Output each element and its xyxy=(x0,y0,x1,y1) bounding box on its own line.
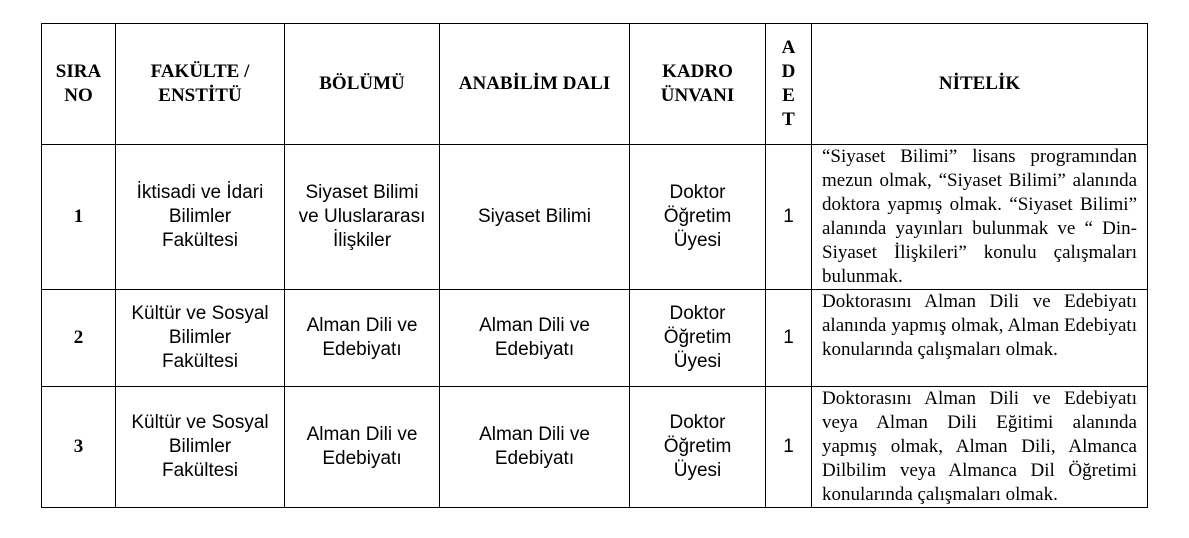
cell-bolum: Siyaset Bilimi ve Uluslararası İlişkiler xyxy=(285,145,440,290)
cell-fakulte: Kültür ve Sosyal Bilimler Fakültesi xyxy=(116,290,285,387)
header-kadro-unvani: KADRO ÜNVANI xyxy=(630,24,766,145)
cell-bolum: Alman Dili ve Edebiyatı xyxy=(285,387,440,508)
header-adet: A D E T xyxy=(766,24,812,145)
header-nitelik: NİTELİK xyxy=(812,24,1148,145)
cell-kadro: Doktor Öğretim Üyesi xyxy=(630,387,766,508)
cell-adet: 1 xyxy=(766,145,812,290)
cell-sira: 3 xyxy=(42,387,116,508)
header-anabilim-dali: ANABİLİM DALI xyxy=(440,24,630,145)
cell-adet: 1 xyxy=(766,290,812,387)
cell-fakulte: İktisadi ve İdari Bilimler Fakültesi xyxy=(116,145,285,290)
cell-nitelik: Doktorasını Alman Dili ve Edebiyatı alanında yapmış olmak, Alman Edebiyatı konularında çalışmaları olmak. xyxy=(812,290,1148,387)
cell-bolum: Alman Dili ve Edebiyatı xyxy=(285,290,440,387)
header-fakulte-enstitu: FAKÜLTE / ENSTİTÜ xyxy=(116,24,285,145)
cell-kadro: Doktor Öğretim Üyesi xyxy=(630,145,766,290)
table-row xyxy=(42,290,1148,387)
cell-nitelik: Doktorasını Alman Dili ve Edebiyatı veya Alman Dili Eğitimi alanında yapmış olmak, Alman Dili, Almanca Dilbilim veya Almanca Dil Öğretimi konularında çalışmaları olmak. xyxy=(812,387,1148,508)
cell-anabilim: Alman Dili ve Edebiyatı xyxy=(440,387,630,508)
cell-nitelik: “Siyaset Bilimi” lisans programından mezun olmak, “Siyaset Bilimi” alanında doktora yapmış olmak. “Siyaset Bilimi” alanında yayınları bulunmak ve “ Din-Siyaset İlişkileri” konulu çalışmaları bulunmak. xyxy=(812,145,1148,290)
staff-positions-table xyxy=(41,23,1148,508)
cell-fakulte: Kültür ve Sosyal Bilimler Fakültesi xyxy=(116,387,285,508)
cell-adet: 1 xyxy=(766,387,812,508)
header-bolumu: BÖLÜMÜ xyxy=(285,24,440,145)
cell-sira: 2 xyxy=(42,290,116,387)
header-sira-no: SIRA NO xyxy=(42,24,116,145)
header-row xyxy=(42,24,1148,145)
cell-kadro: Doktor Öğretim Üyesi xyxy=(630,290,766,387)
cell-anabilim: Alman Dili ve Edebiyatı xyxy=(440,290,630,387)
cell-anabilim: Siyaset Bilimi xyxy=(440,145,630,290)
table-row xyxy=(42,145,1148,290)
table-row xyxy=(42,387,1148,508)
cell-sira: 1 xyxy=(42,145,116,290)
